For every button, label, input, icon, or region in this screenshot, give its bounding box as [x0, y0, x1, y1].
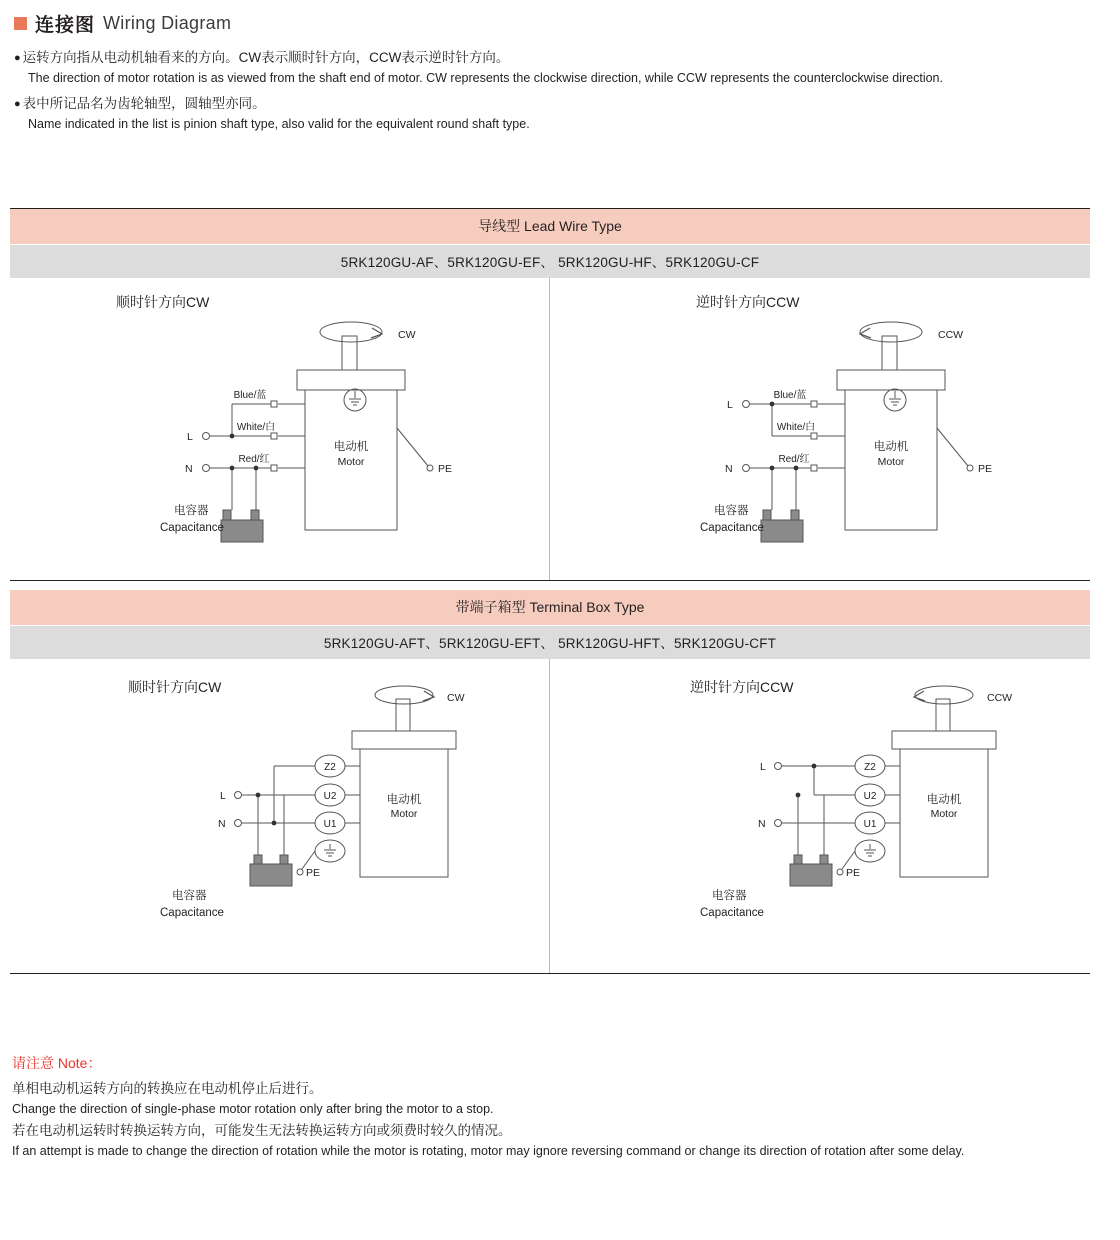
svg-text:电容器: 电容器 — [174, 505, 209, 517]
svg-text:N: N — [185, 463, 193, 475]
svg-text:PE: PE — [438, 463, 453, 475]
svg-text:Motor: Motor — [390, 808, 418, 820]
svg-text:N: N — [725, 463, 733, 475]
svg-text:Motor: Motor — [337, 456, 365, 468]
svg-text:电容器: 电容器 — [714, 505, 749, 517]
svg-text:White/白: White/白 — [776, 422, 816, 433]
note-line-1-en: Change the direction of single-phase motor rotation only after bring the motor to a stop. — [12, 1102, 494, 1116]
diagram-svg-lead-cw — [10, 278, 550, 585]
diagram-title-tb-cw: 顺时针方向CW — [128, 679, 222, 695]
page-title — [14, 10, 231, 37]
svg-text:电动机: 电动机 — [386, 794, 422, 806]
svg-text:Red/红: Red/红 — [238, 454, 270, 465]
note-line-2-cn: 若在电动机运转时转换运转方向，可能发生无法转换运转方向或须费时较久的情况。 — [12, 1123, 512, 1138]
rotation-label-cw: CW — [398, 329, 416, 341]
diagram-cell-lead-cw — [10, 278, 550, 580]
svg-text:PE: PE — [978, 463, 993, 475]
svg-text:Z2: Z2 — [864, 762, 876, 773]
svg-text:电容器: 电容器 — [712, 890, 747, 902]
section-header-terminal-box — [10, 590, 1090, 626]
svg-text:Z2: Z2 — [324, 762, 336, 773]
diagram-cell-lead-ccw — [550, 278, 1090, 580]
section-2-band-cn: 带端子箱型 — [455, 599, 526, 615]
svg-text:电动机: 电动机 — [873, 441, 909, 453]
section-1-band-cn: 导线型 — [478, 218, 521, 234]
svg-text:L: L — [727, 399, 733, 411]
note-title — [12, 1053, 1102, 1073]
rotation-label-ccw: CCW — [938, 329, 964, 341]
note-block — [12, 1053, 1102, 1162]
svg-text:U2: U2 — [323, 791, 337, 802]
svg-text:N: N — [758, 818, 766, 830]
square-marker-icon — [14, 17, 27, 30]
section-1-models: 5RK120GU-AF、5RK120GU-EF、 5RK120GU-HF、5RK120GU-CF — [10, 245, 1090, 278]
svg-text:L: L — [760, 761, 766, 773]
intro-block — [14, 48, 1104, 134]
svg-text:U1: U1 — [323, 819, 337, 830]
diagram-cell-tb-cw — [10, 659, 550, 973]
svg-text:Blue/蓝: Blue/蓝 — [773, 390, 807, 401]
svg-text:Capacitance: Capacitance — [700, 522, 764, 534]
intro-bullet-2 — [14, 94, 1104, 114]
svg-text:N: N — [218, 818, 226, 830]
svg-text:PE: PE — [306, 867, 321, 879]
svg-text:Red/红: Red/红 — [778, 454, 810, 465]
page-title-cn: 连接图 — [35, 15, 96, 36]
svg-text:Capacitance: Capacitance — [160, 522, 224, 534]
note-title-cn: 请注意 — [12, 1055, 54, 1071]
svg-text:White/白: White/白 — [236, 422, 276, 433]
note-line-1-cn: 单相电动机运转方向的转换应在电动机停止后进行。 — [12, 1081, 323, 1096]
diagram-title-lead-ccw: 逆时针方向CCW — [696, 294, 800, 310]
svg-text:L: L — [187, 431, 193, 443]
bullet-dot-icon: ● — [14, 52, 21, 64]
intro-bullet-2-en: Name indicated in the list is pinion shaft type, also valid for the equivalent round shaft type. — [28, 117, 530, 131]
svg-text:Capacitance: Capacitance — [160, 907, 224, 919]
svg-text:Motor: Motor — [877, 456, 905, 468]
svg-text:L: L — [220, 790, 226, 802]
page-title-en: Wiring Diagram — [103, 13, 232, 33]
note-title-en: Note： — [57, 1055, 102, 1071]
section-2-diagrams — [10, 659, 1090, 973]
svg-text:Motor: Motor — [930, 808, 958, 820]
diagram-svg-tb-cw — [10, 659, 550, 978]
bullet-dot-icon: ● — [14, 98, 21, 110]
svg-text:U1: U1 — [863, 819, 877, 830]
section-2-models: 5RK120GU-AFT、5RK120GU-EFT、 5RK120GU-HFT、5RK120GU-CFT — [10, 626, 1090, 659]
svg-text:PE: PE — [846, 867, 861, 879]
diagram-cell-tb-ccw — [550, 659, 1090, 973]
wiring-table — [10, 208, 1090, 974]
diagram-title-tb-ccw: 逆时针方向CCW — [690, 679, 794, 695]
intro-bullet-2-cn: 表中所记品名为齿轮轴型，圆轴型亦同。 — [22, 96, 266, 111]
svg-text:电动机: 电动机 — [926, 794, 962, 806]
intro-bullet-1 — [14, 48, 1104, 68]
diagram-svg-lead-ccw — [550, 278, 1090, 585]
note-line-2-en: If an attempt is made to change the direction of rotation while the motor is rotating, motor may ignore reversing command or change its direction of rotation after some delay. — [12, 1144, 965, 1158]
svg-text:CW: CW — [447, 692, 465, 704]
section-1-diagrams — [10, 278, 1090, 580]
section-1-band-en: Lead Wire Type — [524, 218, 622, 234]
svg-text:电容器: 电容器 — [172, 890, 207, 902]
svg-text:CCW: CCW — [987, 692, 1013, 704]
intro-bullet-1-cn: 运转方向指从电动机轴看来的方向。CW表示顺时针方向，CCW表示逆时针方向。 — [22, 50, 510, 65]
section-header-lead-wire — [10, 209, 1090, 245]
intro-bullet-1-en: The direction of motor rotation is as viewed from the shaft end of motor. CW represents the clockwise direction, while CCW represents the counterclockwise direction. — [28, 71, 943, 85]
svg-text:Capacitance: Capacitance — [700, 907, 764, 919]
diagram-title-lead-cw: 顺时针方向CW — [116, 294, 210, 310]
svg-text:电动机: 电动机 — [333, 441, 369, 453]
section-2-band-en: Terminal Box Type — [529, 599, 645, 615]
diagram-svg-tb-ccw — [550, 659, 1090, 978]
svg-text:Blue/蓝: Blue/蓝 — [233, 390, 267, 401]
svg-text:U2: U2 — [863, 791, 877, 802]
